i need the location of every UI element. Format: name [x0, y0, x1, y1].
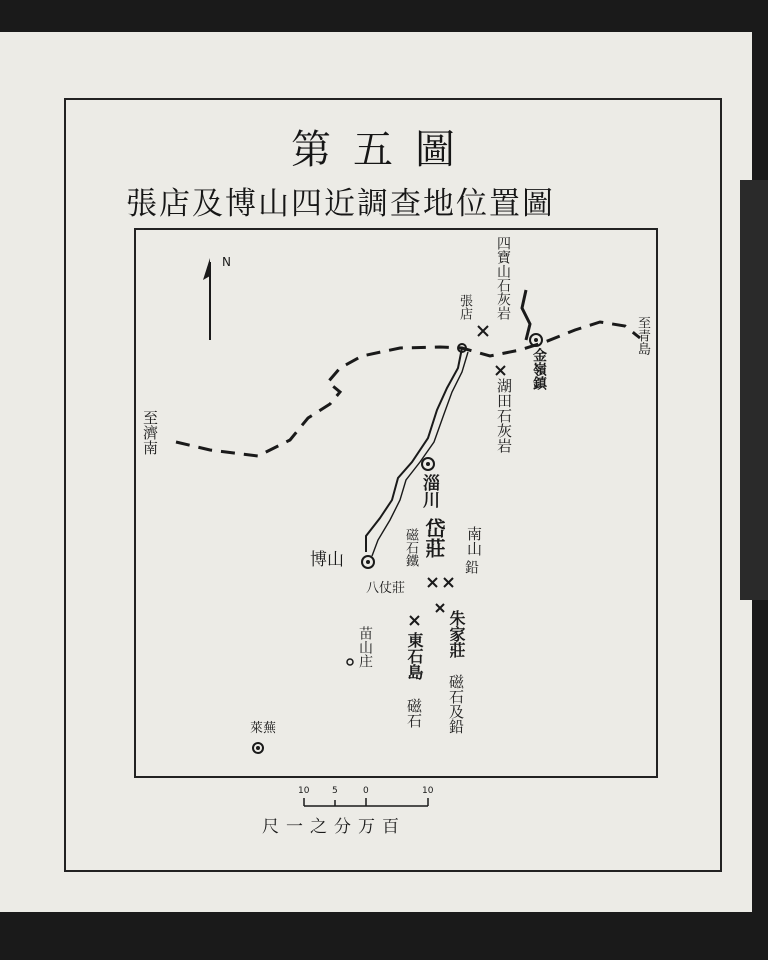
label-daizhuang: 岱莊 [422, 518, 446, 558]
label-miaoshanzhuang: 苗山庄 [357, 626, 373, 668]
branch-line [366, 348, 462, 552]
label-jingu: 金嶺鎮 [531, 348, 547, 390]
label-daizhuang-ore: 磁石鐵 [403, 528, 418, 567]
label-nanshan-ore: 鉛 [463, 560, 479, 574]
north-label: N [222, 255, 231, 269]
map-title: 第五圖 [291, 127, 477, 173]
north-arrow-icon [203, 258, 210, 340]
label-zhangdian: 張店 [457, 294, 472, 320]
label-boshan: 博山 [310, 550, 344, 570]
label-dongshidao: 東石島 [405, 632, 424, 680]
miaoshan-marker [347, 659, 353, 665]
label-laiwu: 萊蕪 [250, 721, 277, 736]
label-zhujiazhuang: 朱家莊 [447, 610, 466, 658]
label-zichuan: 淄川 [419, 474, 439, 508]
scale-tick-1: 5 [332, 786, 338, 796]
scale-bar [304, 798, 428, 806]
label-zhujiazhuang-ore: 磁石及鉛 [447, 674, 465, 734]
label-limestone-a: 四寶山石灰岩 [495, 236, 511, 320]
label-limestone-b: 湖田石灰岩 [495, 378, 513, 453]
railway-line [176, 322, 640, 456]
scale-tick-0: 10 [298, 786, 310, 796]
label-nanshan: 南山 [465, 526, 483, 556]
scale-tick-2: 0 [363, 786, 369, 796]
label-bakuizhuang: 八仗莊 [366, 581, 406, 596]
scale-tick-3: 10 [422, 786, 434, 796]
label-dongshidao-ore: 磁石 [405, 698, 423, 728]
scale-label: 尺一之分万百 [262, 817, 406, 837]
label-to-qingdao: 至青島 [635, 316, 650, 355]
label-to-jinan: 至濟南 [141, 410, 159, 455]
map-subtitle: 張店及博山四近調查地位置圖 [126, 186, 555, 222]
